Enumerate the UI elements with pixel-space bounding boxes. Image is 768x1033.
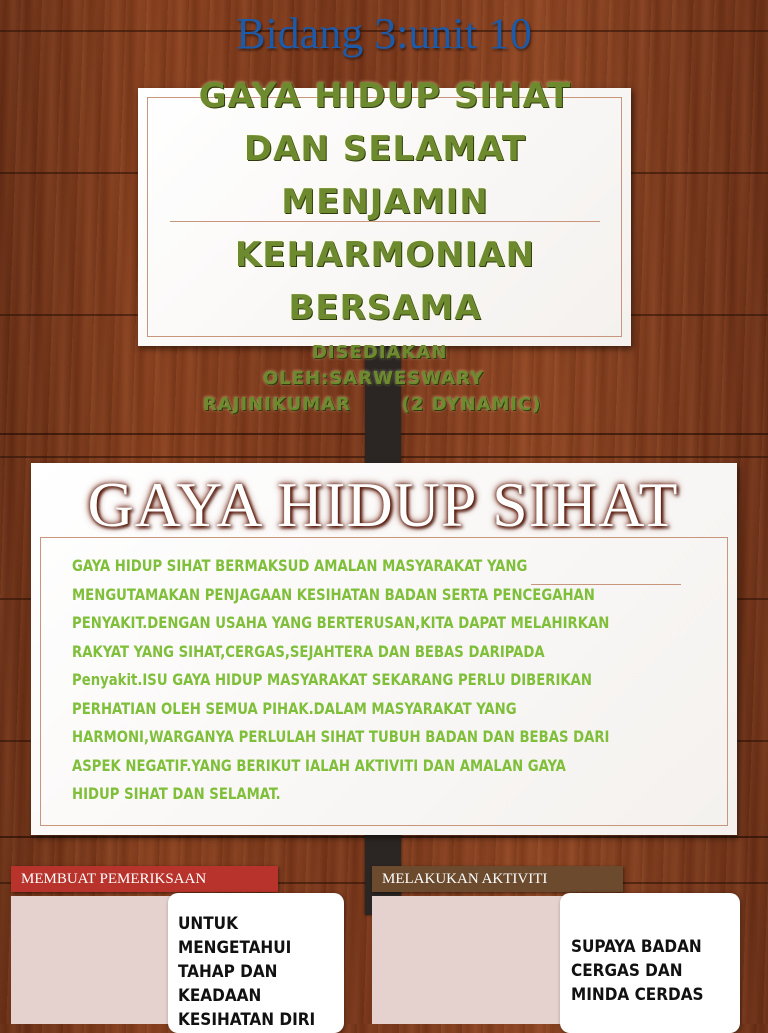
paragraph-line: PERHATIAN OLEH SEMUA PIHAK.DALAM MASYARAKAT YANG xyxy=(72,698,517,718)
activity-label: MEMBUAT PEMERIKSAAN xyxy=(11,866,278,892)
activity-detail-line: MENGETAHUI xyxy=(178,938,292,958)
hero-title xyxy=(140,70,630,335)
paragraph-line: GAYA HIDUP SIHAT BERMAKSUD AMALAN MASYARAKAT YANG xyxy=(72,556,528,575)
section-paragraph xyxy=(72,552,692,809)
section-heading: GAYA HIDUP SIHAT xyxy=(87,469,679,540)
paragraph-line: PENYAKIT.DENGAN USAHA YANG BERTERUSAN,KITA DAPAT MELAHIRKAN xyxy=(72,613,610,632)
hero-title-line: BERSAMA xyxy=(288,288,482,328)
activity-detail-text xyxy=(571,935,704,1007)
prepared-by-line: OLEH:SARWESWARY xyxy=(263,368,485,389)
activity-detail-text xyxy=(178,912,315,1032)
activity-detail-line: KESIHATAN DIRI xyxy=(178,1010,316,1030)
hero-title-line: MENJAMIN xyxy=(281,182,489,222)
hero-title-line: KEHARMONIAN xyxy=(234,235,536,275)
prepared-by-line: DISEDIAKAN xyxy=(312,342,448,363)
activity-detail-line: CERGAS DAN xyxy=(571,961,683,981)
activity-label: MELAKUKAN AKTIVITI xyxy=(372,866,623,892)
activity-detail-line: MINDA CERDAS xyxy=(571,985,704,1005)
activity-detail-line: SUPAYA BADAN xyxy=(571,937,702,957)
hero-title-line: GAYA HIDUP SIHAT xyxy=(198,76,572,116)
page-title: Bidang 3:unit 10 xyxy=(236,9,532,58)
prepared-by-line: RAJINIKUMAR (2 DYNAMIC) xyxy=(203,394,542,415)
activity-image-panel xyxy=(11,896,181,1024)
activity-detail-line: UNTUK xyxy=(178,914,238,934)
activity-detail-line: TAHAP DAN xyxy=(178,962,278,982)
activity-image-panel xyxy=(372,896,572,1024)
paragraph-line: Penyakit.ISU GAYA HIDUP MASYARAKAT SEKARANG PERLU DIBERIKAN xyxy=(72,670,592,689)
activity-detail-line: KEADAAN xyxy=(178,986,262,1006)
paragraph-line: RAKYAT YANG SIHAT,CERGAS,SEJAHTERA DAN BEBAS DARIPADA xyxy=(72,641,545,661)
paragraph-line: MENGUTAMAKAN PENJAGAAN KESIHATAN BADAN SERTA PENCEGAHAN xyxy=(72,584,595,604)
hero-title-line: DAN SELAMAT xyxy=(243,129,527,169)
paragraph-line: HARMONI,WARGANYA PERLULAH SIHAT TUBUH BADAN DAN BEBAS DARI xyxy=(72,727,610,746)
paragraph-line: ASPEK NEGATIF.YANG BERIKUT IALAH AKTIVITI DAN AMALAN GAYA xyxy=(72,755,566,775)
paragraph-line: HIDUP SIHAT DAN SELAMAT. xyxy=(72,784,281,803)
prepared-by xyxy=(195,340,575,418)
